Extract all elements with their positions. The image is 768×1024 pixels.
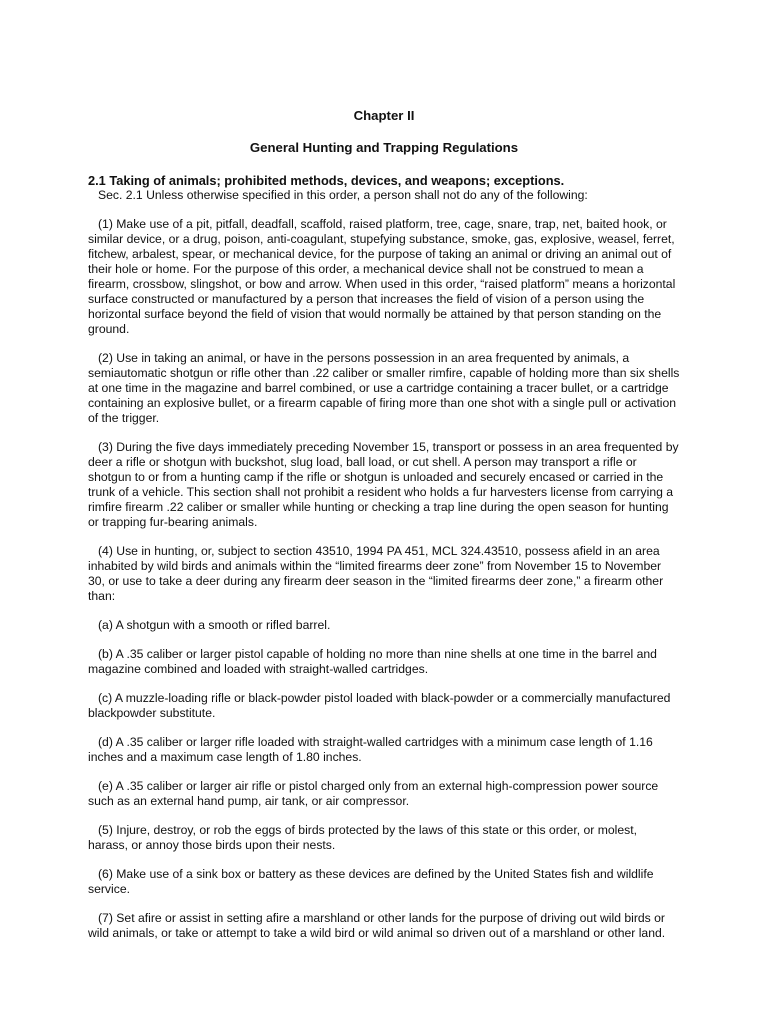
chapter-heading: Chapter II (353, 108, 415, 123)
section-intro: Sec. 2.1 Unless otherwise specified in this order, a person shall not do any of the following: (98, 188, 588, 202)
paragraph-2: (2) Use in taking an animal, or have in the persons possession in an area frequented by animals, a semiautomatic shotgun or rifle other than .22 caliber or smaller rimfire, capable of holding more than six shells at one time in the magazine and barrel combined, or use a cartridge containing a tracer bullet, or a cartridge containing an explosive bullet, or a firearm capable of firing more than one shot with a single pull or activation of the trigger. (88, 351, 680, 425)
paragraph-4a: (a) A shotgun with a smooth or rifled barrel. (98, 618, 331, 632)
paragraph-3: (3) During the five days immediately preceding November 15, transport or possess in an area frequented by deer a rifle or shotgun with buckshot, slug load, ball load, or cut shell. A person may transport a rifle or shotgun to or from a hunting camp if the rifle or shotgun is unloaded and securely encased or carried in the trunk of a vehicle. This section shall not prohibit a resident who holds a fur harvesters license from carrying a rimfire firearm .22 caliber or smaller while hunting or checking a trap line during the open season for hunting or trapping fur-bearing animals. (88, 440, 679, 529)
paragraph-1: (1) Make use of a pit, pitfall, deadfall, scaffold, raised platform, tree, cage, snare, trap, net, baited hook, or similar device, or a drug, poison, anti-coagulant, stupefying substance, smoke, gas, explosive, weasel, ferret, fitchew, arbalest, spear, or mechanical device, for the purpose of taking an animal or driving an animal out of their hole or home. For the purpose of this order, a mechanical device shall not be construed to mean a firearm, crossbow, slingshot, or bow and arrow. When used in this order, “raised platform” means a horizontal surface constructed or manufactured by a person that increases the field of vision of a person using the horizontal surface beyond the field of vision that would normally be attained by that person standing on the ground. (88, 217, 676, 336)
paragraph-4d: (d) A .35 caliber or larger rifle loaded with straight-walled cartridges with a minimum case length of 1.16 inches and a maximum case length of 1.80 inches. (88, 735, 653, 764)
document-page (88, 108, 680, 955)
chapter-title: General Hunting and Trapping Regulations (249, 140, 519, 155)
paragraph-4: (4) Use in hunting, or, subject to section 43510, 1994 PA 451, MCL 324.43510, possess afield in an area inhabited by wild birds and animals within the “limited firearms deer zone” from November 15 to November 30, or use to take a deer during any firearm deer season in the “limited firearms deer zone,” a firearm other than: (88, 544, 664, 603)
paragraph-4e: (e) A .35 caliber or larger air rifle or pistol charged only from an external high-compression power source such as an external hand pump, air tank, or air compressor. (88, 779, 659, 808)
paragraph-5: (5) Injure, destroy, or rob the eggs of birds protected by the laws of this state or this order, or molest, harass, or annoy those birds upon their nests. (88, 823, 637, 852)
paragraph-6: (6) Make use of a sink box or battery as these devices are defined by the United States fish and wildlife service. (88, 867, 654, 896)
paragraph-4b: (b) A .35 caliber or larger pistol capable of holding no more than nine shells at one time in the barrel and magazine combined and loaded with straight-walled cartridges. (88, 647, 657, 676)
paragraph-4c: (c) A muzzle-loading rifle or black-powder pistol loaded with black-powder or a commercially manufactured blackpowder substitute. (88, 691, 671, 720)
paragraph-7: (7) Set afire or assist in setting afire a marshland or other lands for the purpose of driving out wild birds or wild animals, or take or attempt to take a wild bird or wild animal so driven out of a marshland or other land. (88, 911, 666, 940)
section-heading: 2.1 Taking of animals; prohibited methods, devices, and weapons; exceptions. (88, 173, 565, 188)
